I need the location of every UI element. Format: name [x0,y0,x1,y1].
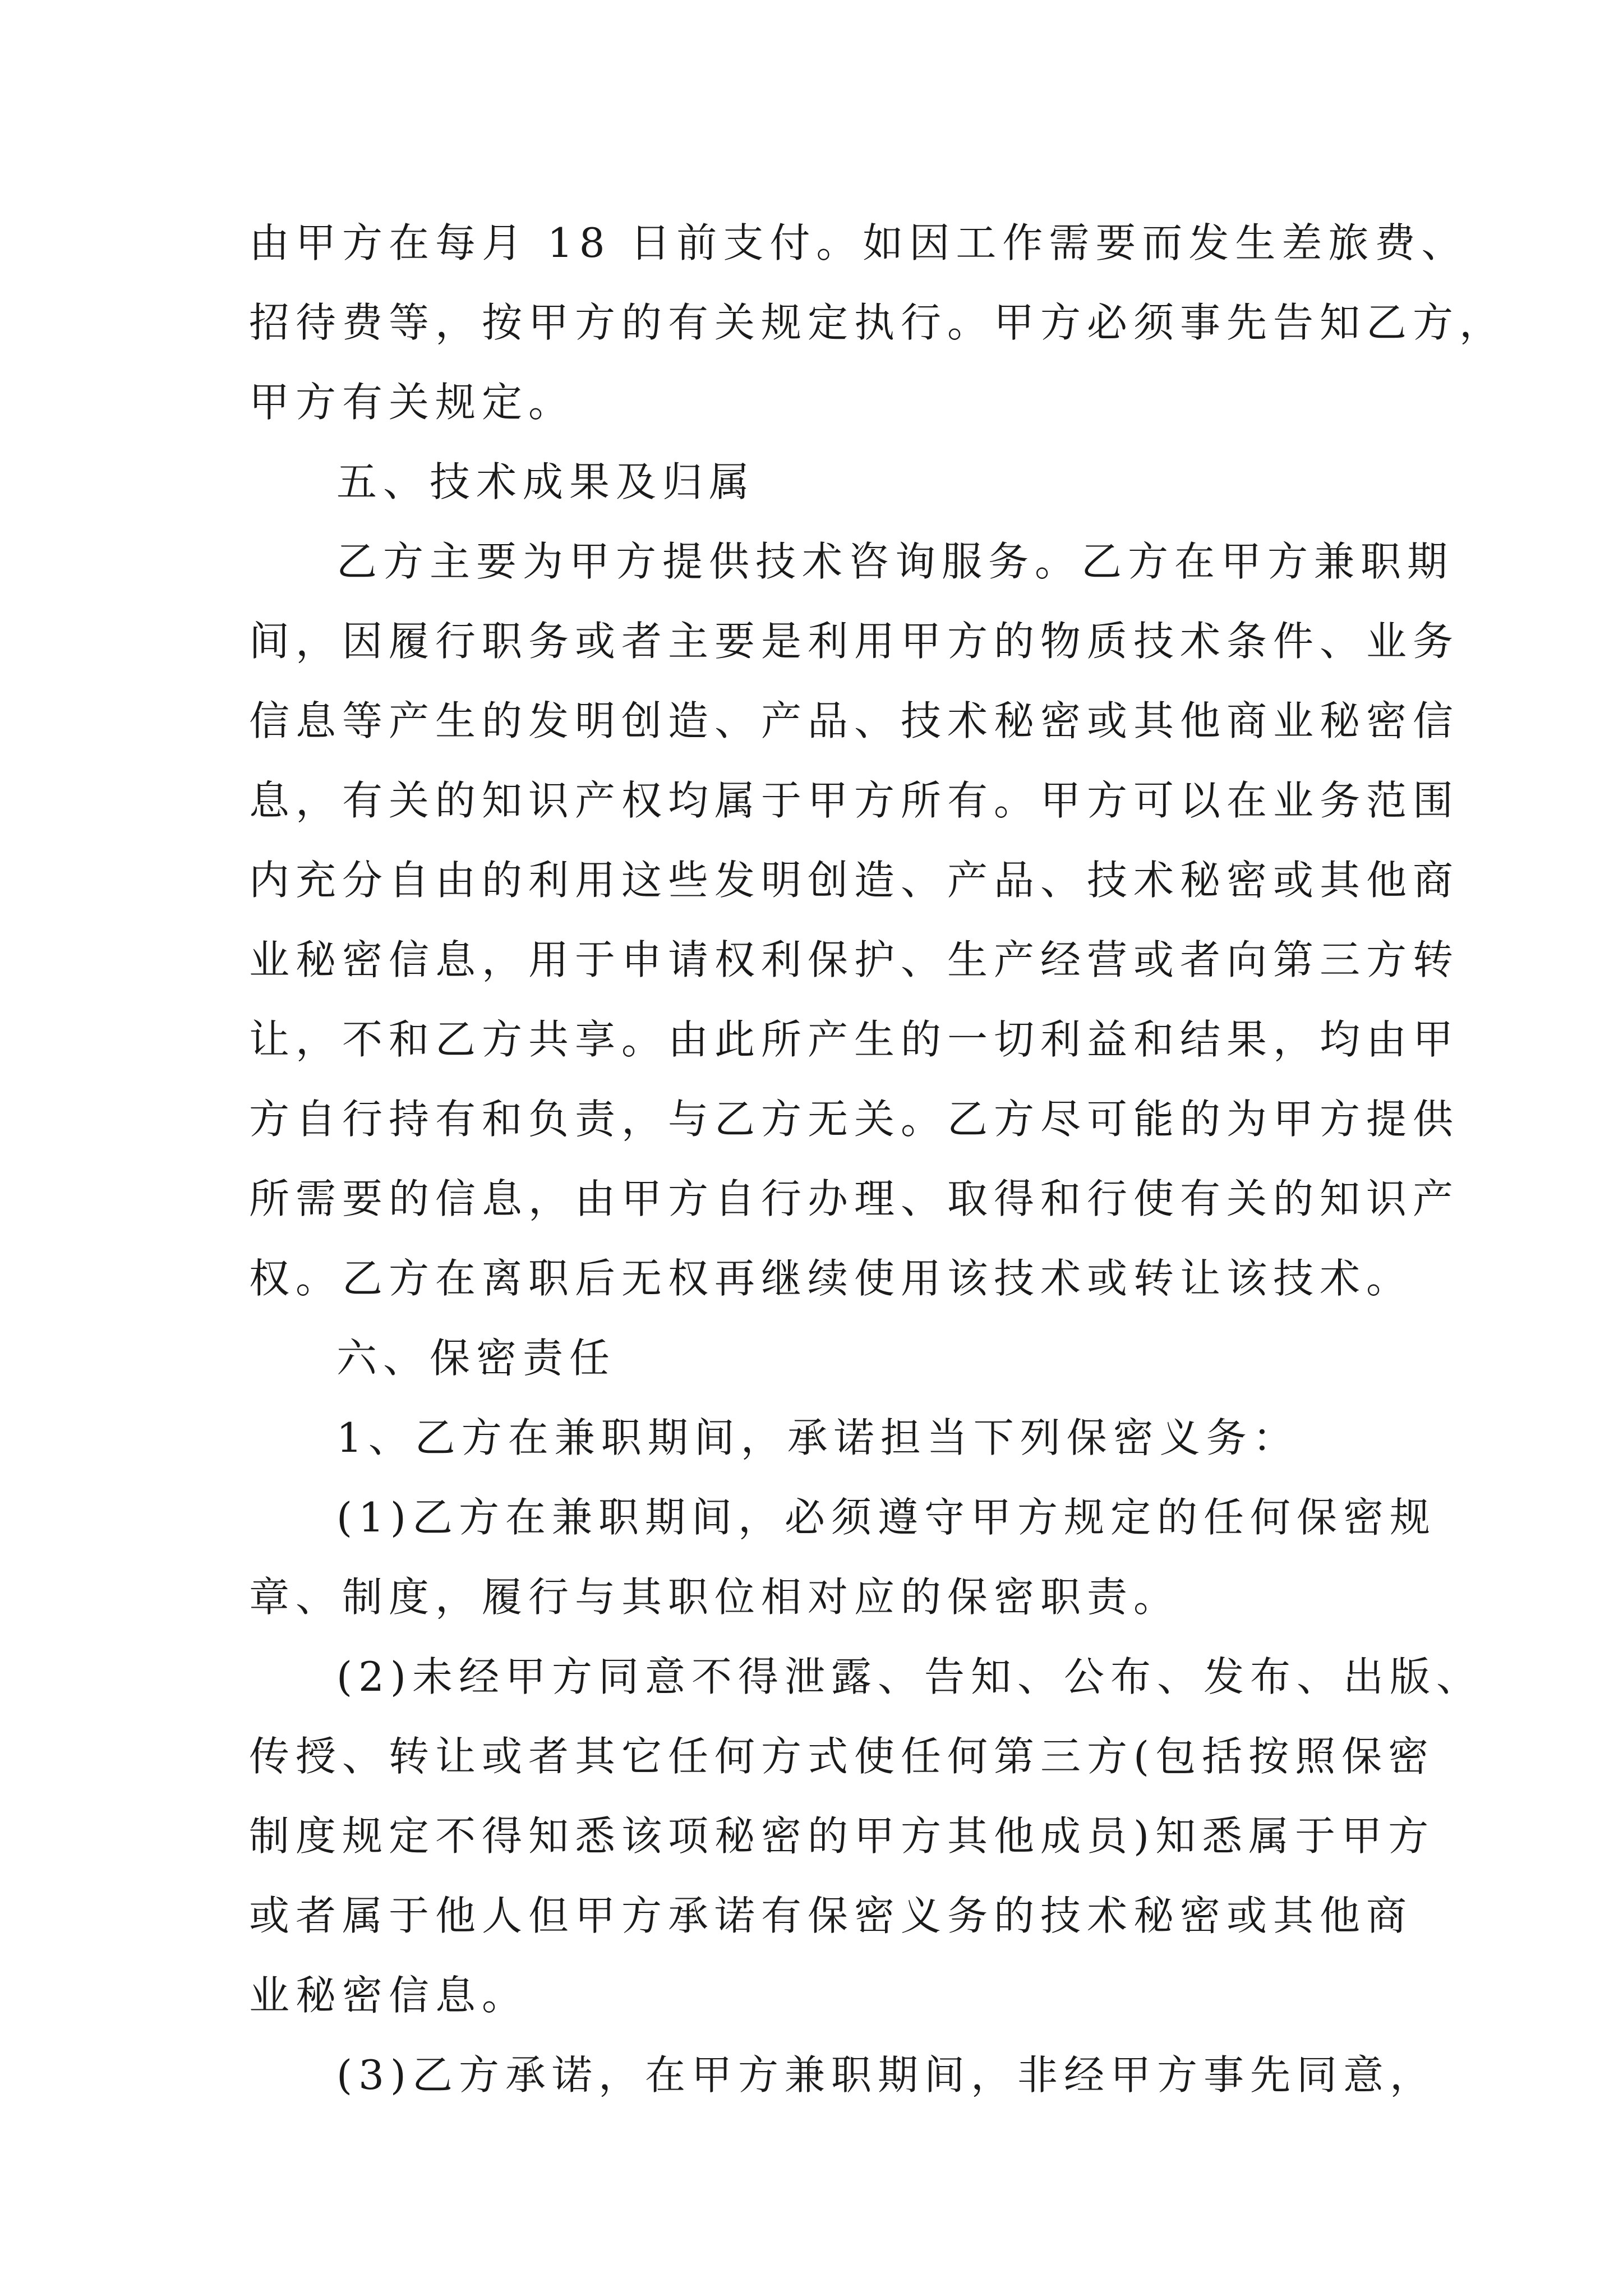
text-line: 甲方有关规定。 [249,379,575,426]
text-line: 内充分自由的利用这些发明创造、产品、技术秘密或其他商 [249,857,1460,904]
text-line: 制度规定不得知悉该项秘密的甲方其他成员)知悉属于甲方 [249,1812,1435,1860]
text-line: 权。乙方在离职后无权再继续使用该技术或转让该技术。 [249,1255,1413,1302]
paragraph-start: (2)未经甲方同意不得泄露、告知、公布、发布、出版、 [336,1653,1483,1700]
section-heading: 六、保密责任 [336,1335,616,1382]
text-line: 章、制度，履行与其职位相对应的保密职责。 [249,1573,1181,1621]
text-line: 让，不和乙方共享。由此所产生的一切利益和结果，均由甲 [249,1016,1460,1063]
text-line: 业秘密信息。 [249,1972,529,2019]
paragraph-start: (1)乙方在兼职期间，必须遵守甲方规定的任何保密规 [336,1494,1436,1541]
text-line: 信息等产生的发明创造、产品、技术秘密或其他商业秘密信 [249,697,1460,744]
paragraph-start: (3)乙方承诺，在甲方兼职期间，非经甲方事先同意， [336,2051,1436,2099]
document-body [249,203,1506,2115]
section-heading: 五、技术成果及归属 [336,458,756,505]
paragraph-start: 1、乙方在兼职期间，承诺担当下列保密义务： [336,1414,1299,1461]
paragraph-start: 乙方主要为甲方提供技术咨询服务。乙方在甲方兼职期 [336,538,1454,585]
text-line: 方自行持有和负责，与乙方无关。乙方尽可能的为甲方提供 [249,1096,1460,1143]
text-line: 间，因履行职务或者主要是利用甲方的物质技术条件、业务 [249,618,1460,665]
text-line: 所需要的信息，由甲方自行办理、取得和行使有关的知识产 [249,1175,1460,1222]
text-line: 招待费等，按甲方的有关规定执行。甲方必须事先告知乙方， [249,299,1506,346]
text-line: 由甲方在每月 18 日前支付。如因工作需要而发生差旅费、 [249,219,1468,266]
text-line: 业秘密信息，用于申请权利保护、生产经营或者向第三方转 [249,936,1460,983]
text-line: 息，有关的知识产权均属于甲方所有。甲方可以在业务范围 [249,777,1460,824]
text-line: 传授、转让或者其它任何方式使任何第三方(包括按照保密 [249,1733,1435,1780]
text-line: 或者属于他人但甲方承诺有保密义务的技术秘密或其他商 [249,1892,1413,1939]
